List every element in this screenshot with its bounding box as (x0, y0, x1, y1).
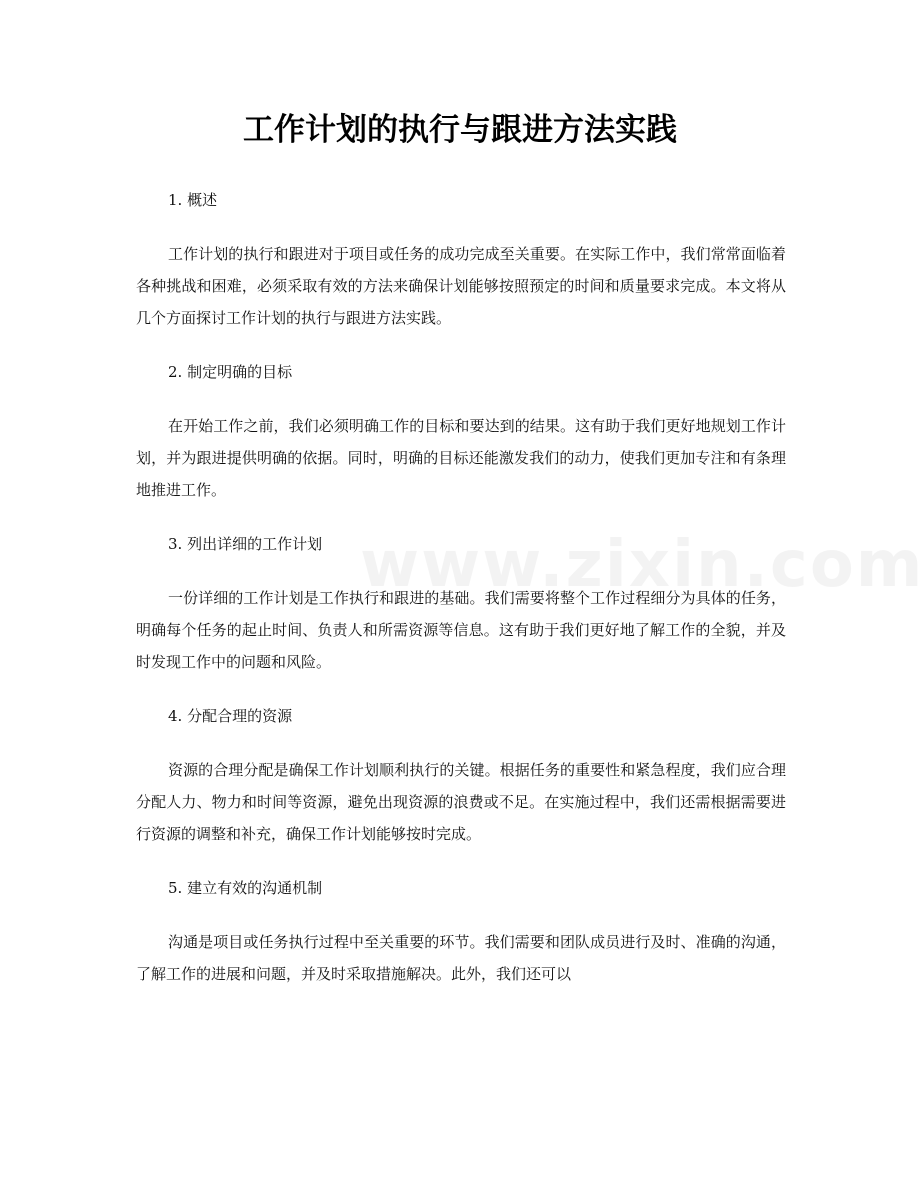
section-resource-allocation (136, 698, 786, 850)
section-paragraph: 沟通是项目或任务执行过程中至关重要的环节。我们需要和团队成员进行及时、准确的沟通，了解工作的进展和问题，并及时采取措施解决。此外，我们还可以 (136, 933, 786, 983)
section-heading: 4. 分配合理的资源 (168, 707, 293, 725)
section-overview (136, 182, 786, 334)
section-communication (136, 870, 786, 990)
section-heading: 3. 列出详细的工作计划 (168, 535, 323, 553)
document-title: 工作计划的执行与跟进方法实践 (243, 112, 677, 148)
section-heading: 5. 建立有效的沟通机制 (168, 879, 323, 897)
section-heading: 2. 制定明确的目标 (168, 363, 293, 381)
section-paragraph: 一份详细的工作计划是工作执行和跟进的基础。我们需要将整个工作过程细分为具体的任务，明确每个任务的起止时间、负责人和所需资源等信息。这有助于我们更好地了解工作的全貌，并及时发现工作中的问题和风险。 (136, 589, 786, 671)
section-paragraph: 在开始工作之前，我们必须明确工作的目标和要达到的结果。这有助于我们更好地规划工作计划，并为跟进提供明确的依据。同时，明确的目标还能激发我们的动力，使我们更加专注和有条理地推进工作。 (136, 417, 786, 499)
section-paragraph: 资源的合理分配是确保工作计划顺利执行的关键。根据任务的重要性和紧急程度，我们应合理分配人力、物力和时间等资源，避免出现资源的浪费或不足。在实施过程中，我们还需根据需要进行资源的调整和补充，确保工作计划能够按时完成。 (136, 761, 786, 843)
section-heading: 1. 概述 (168, 191, 218, 209)
section-clear-goals (136, 354, 786, 506)
section-paragraph: 工作计划的执行和跟进对于项目或任务的成功完成至关重要。在实际工作中，我们常常面临着各种挑战和困难，必须采取有效的方法来确保计划能够按照预定的时间和质量要求完成。本文将从几个方面探讨工作计划的执行与跟进方法实践。 (136, 245, 786, 327)
document-body (136, 182, 786, 1010)
section-detailed-plan (136, 526, 786, 678)
